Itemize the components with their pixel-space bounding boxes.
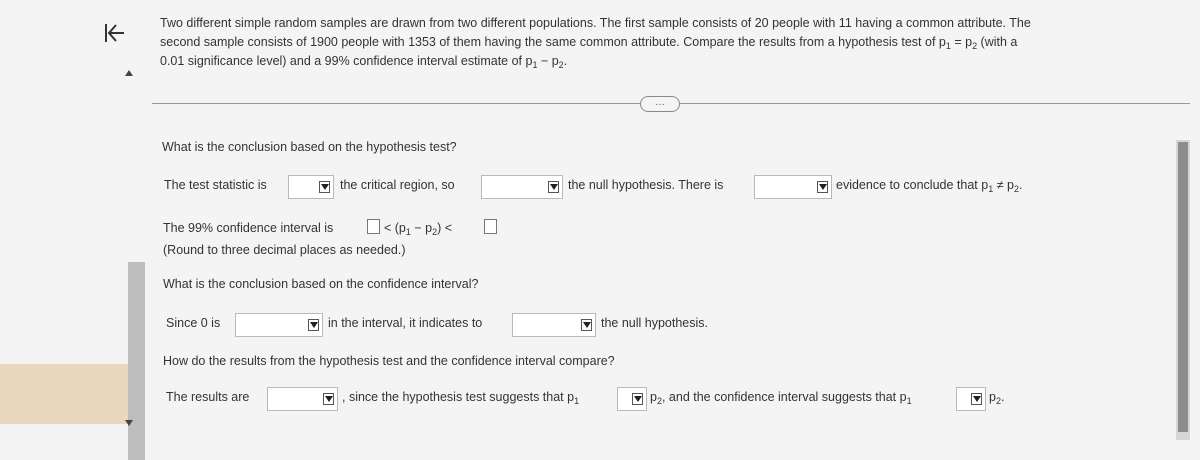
dropdown-arrow-icon — [581, 319, 592, 331]
ci-expression-end: ) < — [437, 221, 453, 235]
subscript: 2 — [972, 40, 978, 51]
period-text: . — [1000, 390, 1005, 404]
right-scrollbar-thumb[interactable] — [1178, 142, 1188, 432]
left-scrollbar-thumb[interactable] — [128, 262, 145, 460]
minus-text: − p — [537, 54, 559, 68]
ci-upper-input[interactable] — [484, 219, 497, 234]
subscript: 2 — [1013, 184, 1019, 194]
results-comparison-dropdown[interactable] — [267, 387, 338, 411]
test-statistic-dropdown[interactable] — [288, 175, 334, 199]
dropdown-arrow-icon — [632, 393, 643, 405]
problem-line-2-text: second sample consists of 1900 people with 1353 of them having the same common attribute. Compare the results from a hypothesis test of p — [160, 34, 946, 49]
subscript: 1 — [532, 60, 538, 70]
subscript: 2 — [656, 396, 662, 406]
problem-statement — [160, 14, 1170, 72]
subscript: 2 — [432, 227, 438, 237]
subscript: 1 — [574, 396, 580, 406]
scroll-down-icon[interactable] — [125, 420, 133, 426]
since-zero-label: Since 0 is — [166, 316, 221, 330]
p2-label — [989, 390, 1004, 404]
hypothesis-suggests-text: , since the hypothesis test suggests that p — [342, 390, 575, 404]
ci-lower-input[interactable] — [367, 219, 380, 234]
evidence-text: evidence to conclude that p — [836, 178, 989, 192]
minus-text: − p — [410, 221, 433, 235]
scroll-up-icon[interactable] — [125, 70, 133, 76]
dropdown-arrow-icon — [323, 393, 334, 405]
hypothesis-suggests-label — [342, 390, 579, 404]
not-equal-text: ≠ p — [993, 178, 1014, 192]
ci-relation-dropdown[interactable] — [956, 387, 986, 411]
interval-indicates-label: in the interval, it indicates to — [328, 316, 483, 330]
hypothesis-question: What is the conclusion based on the hypothesis test? — [162, 140, 457, 154]
dropdown-arrow-icon — [817, 181, 828, 193]
ci-suggests-label — [650, 390, 912, 404]
subscript: 1 — [906, 396, 912, 406]
dropdown-arrow-icon — [319, 181, 330, 193]
ci-suggests-text: , and the confidence interval suggests that p — [661, 390, 907, 404]
comparison-question: How do the results from the hypothesis test and the confidence interval compare? — [163, 354, 615, 368]
null-hypothesis-label: the null hypothesis. There is — [568, 178, 724, 192]
critical-region-label: the critical region, so — [340, 178, 455, 192]
equals-text: = p — [950, 34, 973, 49]
ci-expression — [384, 221, 452, 235]
period-text: . — [1019, 178, 1023, 192]
problem-line-3 — [160, 52, 1170, 72]
subscript: 1 — [988, 184, 994, 194]
problem-line-1: Two different simple random samples are drawn from two different populations. The first sample consists of 20 people with 11 having a common attribute. The — [160, 16, 1031, 30]
p-text: p — [989, 390, 996, 404]
subscript: 2 — [995, 396, 1001, 406]
hypothesis-relation-dropdown[interactable] — [617, 387, 647, 411]
ci-expression-start: < (p — [384, 221, 406, 235]
rounding-note: (Round to three decimal places as needed.) — [163, 243, 406, 257]
dropdown-arrow-icon — [308, 319, 319, 331]
test-statistic-label: The test statistic is — [164, 178, 267, 192]
problem-line-3-text: 0.01 significance level) and a 99% confidence interval estimate of p — [160, 54, 533, 68]
problem-line-2 — [160, 33, 1170, 53]
subscript: 1 — [945, 40, 951, 51]
evidence-dropdown[interactable] — [754, 175, 832, 199]
p-text: p — [650, 390, 657, 404]
zero-in-interval-dropdown[interactable] — [235, 313, 323, 337]
ci-label: The 99% confidence interval is — [163, 221, 334, 235]
more-button[interactable]: … — [640, 96, 680, 112]
subscript: 2 — [558, 60, 564, 70]
dropdown-arrow-icon — [971, 393, 982, 405]
null-hypothesis-text: the null hypothesis. — [601, 316, 709, 330]
subscript: 1 — [405, 227, 411, 237]
reject-decision-dropdown[interactable] — [481, 175, 563, 199]
ci-conclusion-question: What is the conclusion based on the confidence interval? — [163, 277, 479, 291]
evidence-conclusion-label — [836, 178, 1022, 192]
period-text: . — [563, 54, 568, 68]
left-panel-highlight — [0, 364, 128, 424]
results-label: The results are — [166, 390, 250, 404]
null-decision-dropdown[interactable] — [512, 313, 596, 337]
dropdown-arrow-icon — [548, 181, 559, 193]
back-arrow-icon[interactable] — [100, 18, 130, 48]
problem-line-2-end: (with a — [977, 34, 1018, 49]
